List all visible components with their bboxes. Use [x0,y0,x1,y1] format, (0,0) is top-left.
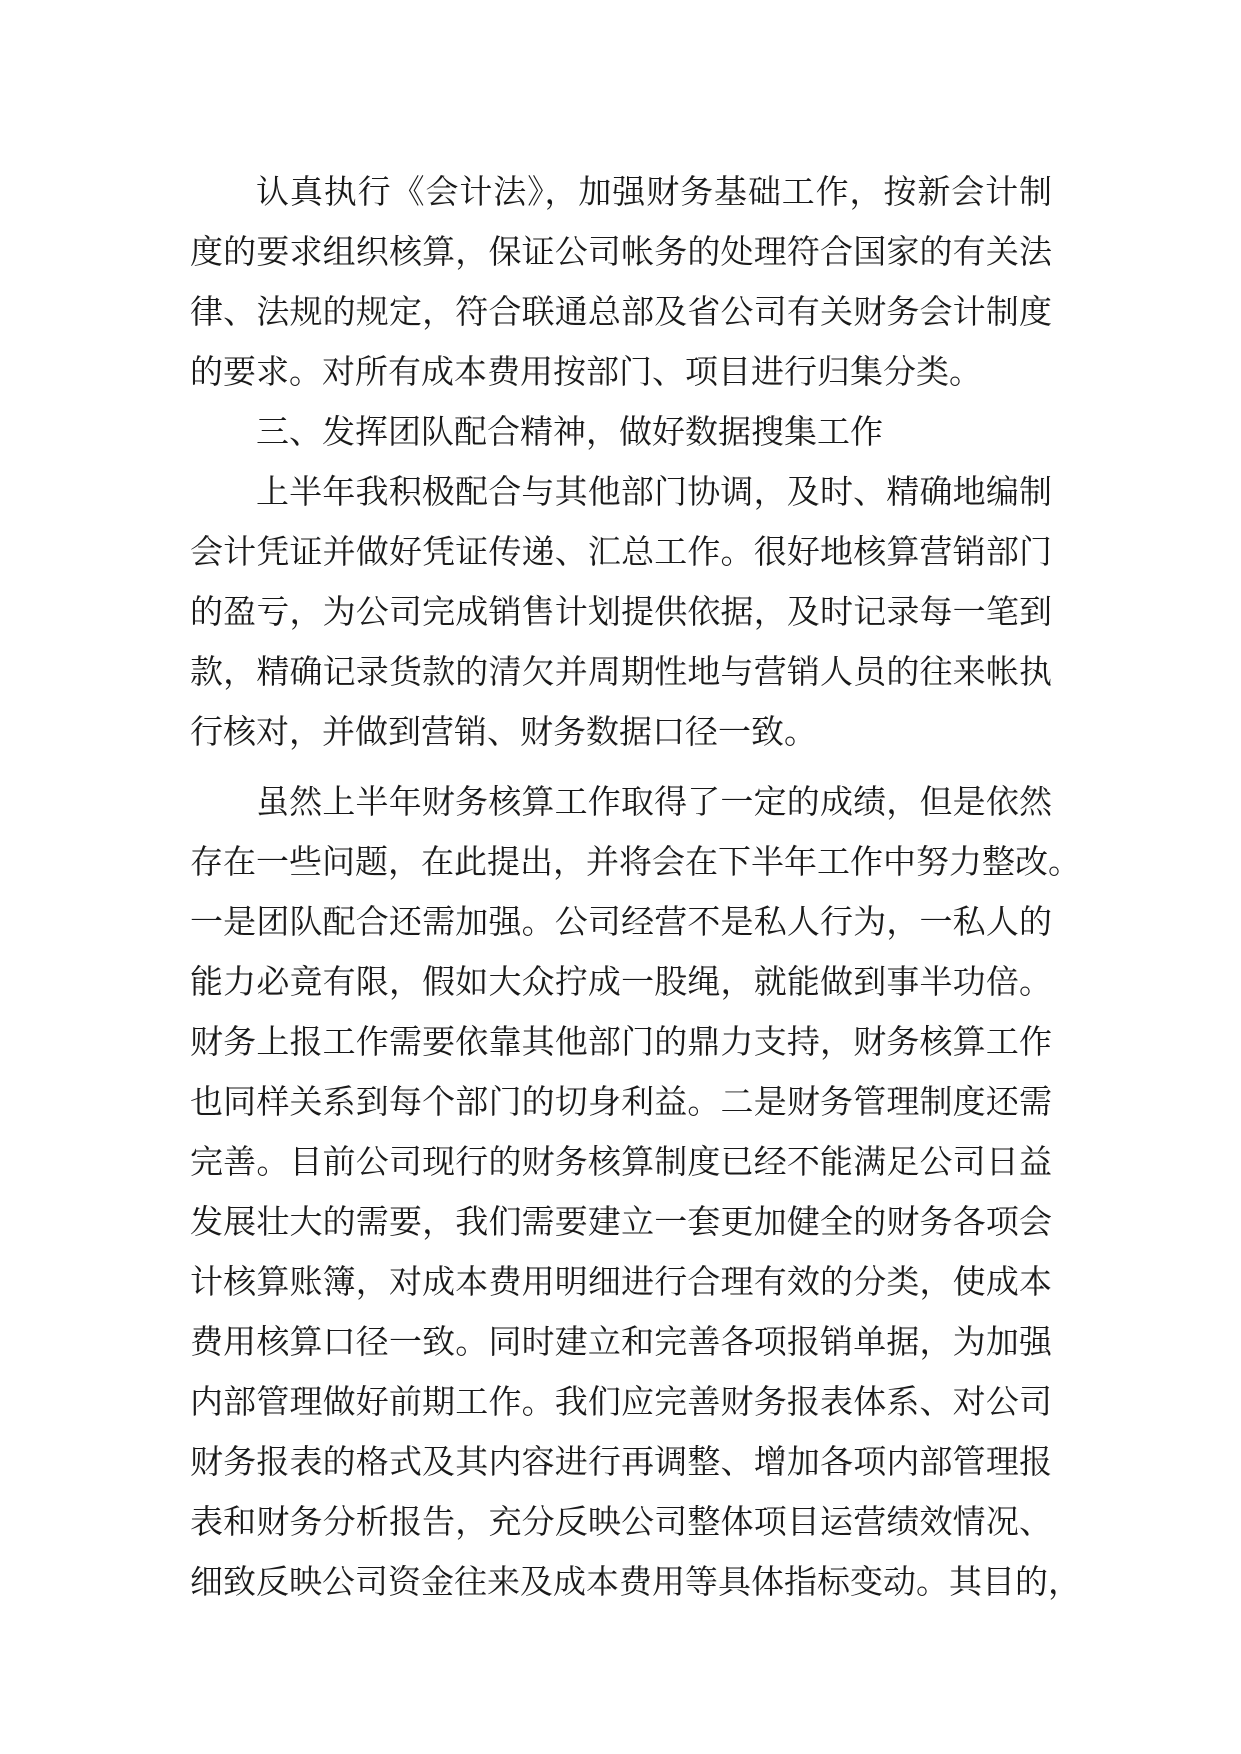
text-line: 行核对，并做到营销、财务数据口径一致。 [190,712,817,751]
text-line: 认真执行《会计法》，加强财务基础工作，按新会计制 [256,172,1052,211]
text-line: 一是团队配合还需加强。公司经营不是私人行为，一私人的 [190,902,1052,941]
text-line: 的要求。对所有成本费用按部门、项目进行归集分类。 [190,352,982,391]
text-line: 上半年我积极配合与其他部门协调，及时、精确地编制 [256,472,1052,511]
text-line: 款，精确记录货款的清欠并周期性地与营销人员的往来帐执 [190,652,1052,691]
text-line: 存在一些问题，在此提出，并将会在下半年工作中努力整改。 [190,842,1081,881]
paragraph [190,162,1052,402]
paragraph [190,772,1081,1612]
text-line: 能力必竟有限，假如大众拧成一股绳，就能做到事半功倍。 [190,962,1052,1001]
text-line: 细致反映公司资金往来及成本费用等具体指标变动。其目的， [190,1562,1081,1601]
text-line: 财务报表的格式及其内容进行再调整、增加各项内部管理报 [190,1442,1052,1481]
text-line: 计核算账簿，对成本费用明细进行合理有效的分类，使成本 [190,1262,1052,1301]
section-heading [190,402,1052,462]
text-line: 财务上报工作需要依靠其他部门的鼎力支持，财务核算工作 [190,1022,1052,1061]
text-line: 律、法规的规定，符合联通总部及省公司有关财务会计制度 [190,292,1052,331]
paragraph [190,462,1052,762]
text-line: 内部管理做好前期工作。我们应完善财务报表体系、对公司 [190,1382,1052,1421]
text-line: 发展壮大的需要，我们需要建立一套更加健全的财务各项会 [190,1202,1052,1241]
text-line: 的盈亏，为公司完成销售计划提供依据，及时记录每一笔到 [190,592,1052,631]
text-line: 表和财务分析报告，充分反映公司整体项目运营绩效情况、 [190,1502,1052,1541]
text-line: 完善。目前公司现行的财务核算制度已经不能满足公司日益 [190,1142,1052,1181]
text-line: 会计凭证并做好凭证传递、汇总工作。很好地核算营销部门 [190,532,1052,571]
text-line: 费用核算口径一致。同时建立和完善各项报销单据，为加强 [190,1322,1052,1361]
document-body [190,162,1081,1612]
text-line: 度的要求组织核算，保证公司帐务的处理符合国家的有关法 [190,232,1052,271]
text-line: 虽然上半年财务核算工作取得了一定的成绩，但是依然 [256,782,1052,821]
heading-line: 三、发挥团队配合精神，做好数据搜集工作 [256,412,883,451]
text-line: 也同样关系到每个部门的切身利益。二是财务管理制度还需 [190,1082,1052,1121]
